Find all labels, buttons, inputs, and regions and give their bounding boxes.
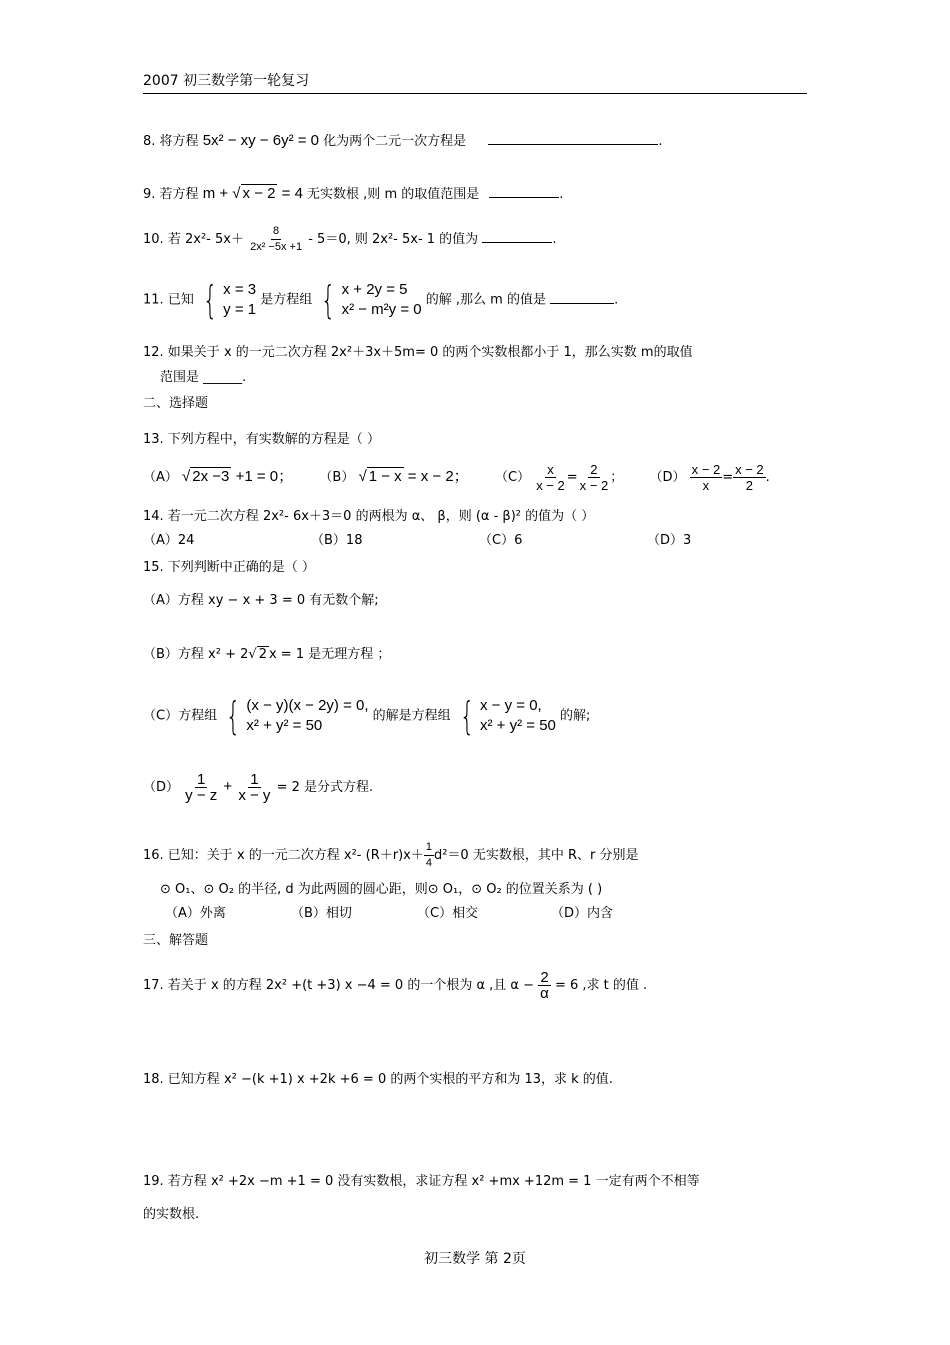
q9-end: . — [559, 187, 564, 202]
q13-d-den1: x — [702, 478, 710, 493]
q15-d-post: = 2 是分式方程. — [276, 780, 374, 795]
q10-frac-den: 2x² −5x +1 — [250, 241, 303, 253]
q15-option-c[interactable] — [143, 696, 590, 736]
q8-end: . — [658, 134, 663, 149]
q13-option-c-label: （C） — [494, 470, 531, 485]
q15-d-plus: + — [223, 778, 233, 795]
q15-b-pre: （B）方程 x² + 2 — [143, 647, 249, 662]
q15-c-sys2-row1: x − y = 0, — [480, 697, 542, 714]
q10-expr-a: 2x²- 5x＋ — [184, 232, 244, 247]
q11-text: 的解 ,那么 m 的值是 — [425, 292, 546, 308]
page-footer: 初三数学 第 2页 — [424, 1251, 526, 1267]
q11-sys2-row2: x² − m²y = 0 — [341, 301, 422, 318]
q16-option-a[interactable]: （A）外离 — [165, 906, 226, 921]
q13-c-num1: x — [547, 462, 554, 477]
q10-end: . — [552, 232, 557, 247]
header-divider — [143, 93, 807, 94]
q11-prefix: 已知 — [167, 292, 194, 308]
q13-c-frac1 — [534, 462, 567, 493]
q15-d-num1: 1 — [197, 771, 206, 788]
q16-option-b[interactable]: （B）相切 — [291, 906, 352, 921]
page-header: 2007 初三数学第一轮复习 — [143, 73, 310, 89]
q10-expr-b: - 5＝0, 则 2x²- 5x- 1 的值为 — [308, 232, 479, 247]
q13-d-num2: x − 2 — [735, 462, 764, 477]
question-16-options — [165, 905, 613, 923]
q11-answer-blank[interactable] — [550, 291, 614, 304]
q15-d-frac1 — [183, 772, 219, 803]
q17-fraction — [538, 970, 551, 1001]
q15-d-num2: 1 — [250, 771, 259, 788]
question-14-options — [143, 532, 691, 550]
q13-b-radicand: 1 − x — [368, 468, 402, 485]
q9-number: 9. — [143, 187, 156, 202]
q15-c-sys2-row2: x² + y² = 50 — [480, 717, 556, 734]
q15-c-sys1-row1: (x − y)(x − 2y) = 0, — [246, 697, 369, 714]
q13-c-num2: 2 — [590, 462, 598, 477]
question-18: 18. 已知方程 x² −(k +1) x +2k +6 = 0 的两个实根的平方和为 13，求 k 的值. — [143, 1072, 613, 1087]
q11-system-2 — [316, 280, 421, 320]
brace-icon: { — [321, 278, 336, 322]
q13-c-eq: = — [566, 470, 578, 485]
q13-option-d-label: （D） — [649, 470, 686, 485]
q15-c-system-2 — [455, 696, 556, 736]
q16-frac-num: 1 — [424, 840, 434, 856]
q15-c-sys1-row2: x² + y² = 50 — [246, 717, 323, 734]
q8-text: 化为两个二元一次方程是 — [323, 134, 467, 149]
q15-b-radicand: 2 — [258, 647, 267, 662]
question-12-line2: 范围是 ______. — [160, 370, 247, 385]
brace-icon: { — [226, 694, 241, 738]
q11-system-1 — [198, 280, 256, 320]
question-17 — [143, 970, 647, 1001]
question-14-stem: 14. 若一元二次方程 2x²- 6x＋3＝0 的两根为 α、 β，则 (α - β)² 的值为（ ） — [143, 509, 595, 524]
q10-number: 10. — [143, 232, 164, 247]
q17-pre: 17. 若关于 x 的方程 2x² +(t +3) x −4 = 0 的一个根为 α ,且 α − — [143, 978, 535, 993]
q8-prefix: 将方程 — [159, 134, 199, 149]
q15-c-system-1 — [221, 696, 368, 736]
section-3-title: 三、解答题 — [143, 933, 209, 948]
q16-frac-den: 4 — [425, 857, 432, 869]
q11-sys1-row1: x = 3 — [223, 281, 257, 298]
q16-fraction — [424, 840, 434, 871]
section-2-title: 二、选择题 — [143, 396, 209, 411]
q14-option-d[interactable]: （D）3 — [647, 533, 692, 548]
q15-option-d[interactable] — [143, 772, 373, 803]
q15-d-den2: x − y — [238, 787, 271, 804]
question-15-stem: 15. 下列判断中正确的是（ ） — [143, 560, 315, 575]
q13-d-frac2 — [733, 462, 766, 493]
q10-frac-num: 8 — [271, 224, 281, 240]
q11-number: 11. — [143, 292, 164, 308]
question-13-stem: 13. 下列方程中，有实数解的方程是（ ） — [143, 432, 380, 447]
q16-option-c[interactable]: （C）相交 — [417, 906, 479, 921]
q13-d-eq: = — [722, 470, 734, 485]
question-12-line1: 12. 如果关于 x 的一元二次方程 2x²＋3x＋5m= 0 的两个实数根都小于 1，那么实数 m的取值 — [143, 345, 693, 360]
question-16-line2: ⊙ O₁、⊙ O₂ 的半径, d 为此两圆的圆心距，则⊙ O₁，⊙ O₂ 的位置关系为 ( ) — [160, 882, 603, 897]
q13-b-rest: = x − 2； — [403, 468, 469, 485]
q10-answer-blank[interactable] — [482, 230, 552, 243]
q17-frac-num: 2 — [540, 969, 549, 986]
q14-option-a[interactable]: （A）24 — [143, 533, 195, 548]
q15-b-post: x = 1 是无理方程 ； — [268, 647, 391, 662]
q13-option-a-label: （A） — [143, 470, 178, 485]
q13-c-den1: x − 2 — [536, 478, 565, 493]
q8-number: 8. — [143, 134, 156, 149]
q11-mid: 是方程组 — [260, 292, 313, 308]
q15-d-frac2 — [236, 772, 272, 803]
q9-equation: m + √ x − 2 = 4 — [202, 185, 303, 202]
q13-option-a: √ 2x −3 +1 = 0； — [182, 468, 294, 485]
q15-c-mid: 的解是方程组 — [372, 708, 451, 724]
q11-end: . — [614, 292, 619, 308]
q13-a-radicand: 2x −3 — [192, 468, 230, 485]
question-8 — [143, 132, 662, 151]
question-10 — [143, 224, 556, 255]
q13-c-frac2 — [578, 462, 611, 493]
q13-c-end: ； — [610, 470, 624, 485]
q13-option-b: √ 1 − x = x − 2； — [358, 468, 469, 485]
q16-option-d[interactable]: （D）内含 — [551, 906, 614, 921]
q15-d-pre: （D） — [143, 780, 180, 795]
q9-answer-blank[interactable] — [489, 185, 559, 198]
q13-option-b-label: （B） — [319, 470, 355, 485]
q13-d-num1: x − 2 — [691, 462, 721, 477]
q8-equation: 5x² − xy − 6y² = 0 — [202, 132, 320, 149]
q15-option-b[interactable]: （B）方程 x² + 2√ 2 x = 1 是无理方程 ； — [143, 647, 391, 662]
q13-a-rest: +1 = 0； — [231, 468, 294, 485]
brace-icon: { — [202, 278, 218, 322]
q9-eq-right: = 4 — [277, 185, 303, 202]
q16-post: d²＝0 无实数根，其中 R、r 分别是 — [433, 848, 639, 863]
q9-radicand: x − 2 — [242, 185, 276, 202]
q13-d-den2: 2 — [745, 478, 753, 493]
q15-d-den1: y − z — [185, 787, 218, 804]
q14-option-b[interactable]: （B）18 — [311, 533, 363, 548]
q15-option-a[interactable]: （A）方程 xy − x + 3 = 0 有无数个解; — [143, 593, 379, 608]
q10-prefix: 若 — [167, 232, 181, 247]
q14-option-c[interactable]: （C）6 — [479, 533, 523, 548]
q9-text: 无实数根 ,则 m 的取值范围是 — [307, 187, 480, 202]
q15-c-post: 的解; — [560, 708, 591, 724]
q13-c-den2: x − 2 — [579, 478, 609, 493]
q11-sys2-row1: x + 2y = 5 — [341, 281, 408, 298]
q13-d-end: . — [765, 470, 770, 485]
q13-d-frac1 — [690, 462, 723, 493]
q10-fraction — [248, 224, 304, 255]
brace-icon: { — [459, 694, 475, 738]
question-19-line2: 的实数根. — [143, 1207, 200, 1222]
question-13-options — [143, 462, 770, 493]
q16-pre: 16. 已知：关于 x 的一元二次方程 x²- (R＋r)x＋ — [143, 848, 424, 863]
question-19-line1: 19. 若方程 x² +2x −m +1 = 0 没有实数根，求证方程 x² +mx +12m = 1 一定有两个不相等 — [143, 1174, 700, 1189]
q9-eq-left: m + — [202, 185, 233, 202]
q9-prefix: 若方程 — [159, 187, 199, 202]
question-11 — [143, 280, 618, 320]
q17-frac-den: α — [540, 985, 549, 1002]
q17-post: = 6 ,求 t 的值 . — [554, 978, 648, 993]
question-9 — [143, 185, 564, 204]
question-16-line1 — [143, 840, 638, 871]
q15-c-pre: （C）方程组 — [143, 708, 218, 724]
q8-answer-blank[interactable] — [488, 132, 658, 145]
q11-sys1-row2: y = 1 — [223, 301, 257, 318]
